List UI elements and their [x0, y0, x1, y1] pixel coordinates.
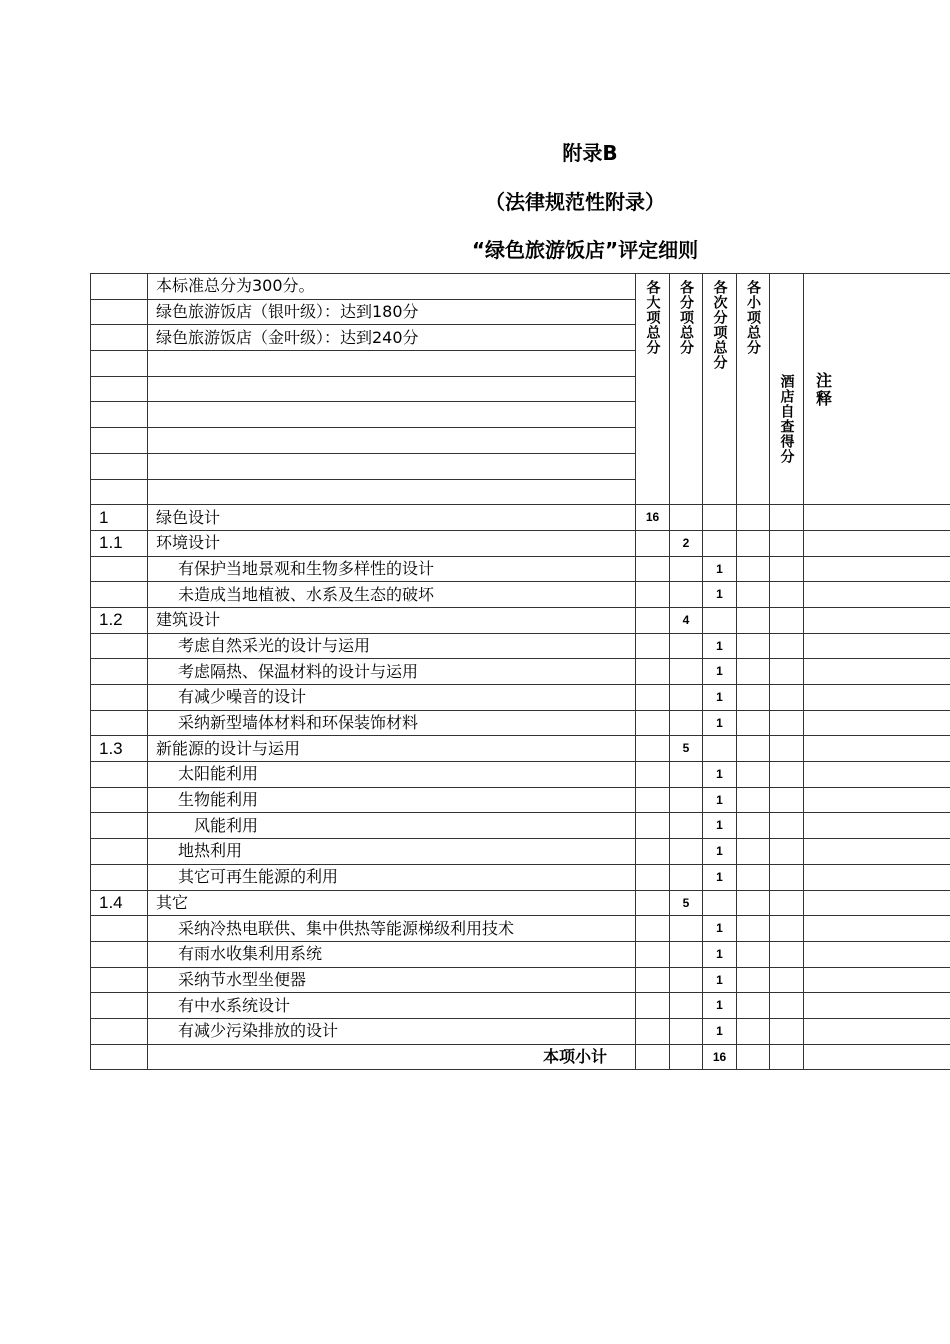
score-major: [636, 839, 670, 865]
table-row: [91, 685, 950, 711]
row-number: 1.4: [91, 890, 148, 916]
table-row: [91, 736, 950, 762]
row-note: [804, 762, 950, 788]
score-minor: [737, 787, 770, 813]
score-major: [636, 787, 670, 813]
score-minor: [737, 685, 770, 711]
score-subsection: [703, 736, 737, 762]
score-subsection: 1: [703, 582, 737, 608]
row-label: 采纳节水型坐便器: [148, 967, 636, 993]
col-header-selfcheck: 酒店自查得分: [770, 274, 804, 505]
table-row: [91, 864, 950, 890]
row-label: 绿色设计: [148, 505, 636, 531]
row-number: 1.2: [91, 607, 148, 633]
row-label: 考虑隔热、保温材料的设计与运用: [148, 659, 636, 685]
col-header-notes: 注 释: [804, 274, 950, 505]
score-subsection: 1: [703, 633, 737, 659]
row-number: 1.1: [91, 530, 148, 556]
score-subsection: 1: [703, 839, 737, 865]
score-section: [670, 813, 703, 839]
row-number: [91, 864, 148, 890]
score-minor: [737, 633, 770, 659]
table-row: [91, 710, 950, 736]
row-label: 其它可再生能源的利用: [148, 864, 636, 890]
score-minor: [737, 530, 770, 556]
score-major: [636, 633, 670, 659]
row-number: [91, 1018, 148, 1044]
appendix-title: 附录B: [562, 141, 618, 165]
row-label: 地热利用: [148, 839, 636, 865]
row-label: 环境设计: [148, 530, 636, 556]
score-minor: [737, 941, 770, 967]
row-note: [804, 787, 950, 813]
table-row: [91, 556, 950, 582]
row-number: [91, 813, 148, 839]
row-label: 有雨水收集利用系统: [148, 941, 636, 967]
score-selfcheck: [770, 762, 804, 788]
score-selfcheck: [770, 659, 804, 685]
row-note: [804, 530, 950, 556]
score-subsection: [703, 890, 737, 916]
row-number: [91, 582, 148, 608]
score-subsection: 1: [703, 941, 737, 967]
row-label: 有保护当地景观和生物多样性的设计: [148, 556, 636, 582]
score-subsection: 1: [703, 762, 737, 788]
score-selfcheck: [770, 633, 804, 659]
row-label: 有减少噪音的设计: [148, 685, 636, 711]
row-note: [804, 505, 950, 531]
table-row: [91, 839, 950, 865]
row-number: 1: [91, 505, 148, 531]
score-subsection: 1: [703, 787, 737, 813]
score-minor: [737, 582, 770, 608]
score-selfcheck: [770, 736, 804, 762]
col-header-major: 各大项总分: [636, 274, 670, 505]
row-number: [91, 556, 148, 582]
score-section: [670, 710, 703, 736]
score-minor: [737, 710, 770, 736]
row-note: [804, 1044, 950, 1070]
score-section: [670, 839, 703, 865]
score-minor: [737, 967, 770, 993]
row-label: 其它: [148, 890, 636, 916]
score-section: [670, 762, 703, 788]
table-row: [91, 787, 950, 813]
score-subsection: 1: [703, 993, 737, 1019]
row-note: [804, 813, 950, 839]
row-label: 太阳能利用: [148, 762, 636, 788]
row-note: [804, 967, 950, 993]
row-note: [804, 736, 950, 762]
score-section: 5: [670, 736, 703, 762]
score-minor: [737, 1044, 770, 1070]
score-section: [670, 659, 703, 685]
subtotal-row: [91, 1044, 950, 1070]
score-selfcheck: [770, 582, 804, 608]
score-subsection: 1: [703, 1018, 737, 1044]
row-number: [91, 685, 148, 711]
row-note: [804, 685, 950, 711]
score-subsection: [703, 505, 737, 531]
row-label: 新能源的设计与运用: [148, 736, 636, 762]
score-selfcheck: [770, 685, 804, 711]
score-section: [670, 916, 703, 942]
col-header-minor: 各小项总分: [737, 274, 770, 505]
score-selfcheck: [770, 505, 804, 531]
score-section: [670, 1044, 703, 1070]
score-minor: [737, 916, 770, 942]
row-label: 建筑设计: [148, 607, 636, 633]
score-section: [670, 582, 703, 608]
score-section: 5: [670, 890, 703, 916]
score-selfcheck: [770, 1018, 804, 1044]
score-selfcheck: [770, 530, 804, 556]
row-note: [804, 839, 950, 865]
score-subsection: 1: [703, 710, 737, 736]
score-section: [670, 633, 703, 659]
intro-gold: 绿色旅游饭店（金叶级）：达到240分: [148, 325, 636, 351]
row-label: 采纳新型墙体材料和环保装饰材料: [148, 710, 636, 736]
score-subsection: 1: [703, 916, 737, 942]
table-row: [91, 633, 950, 659]
intro-total: 本标准总分为300分。: [148, 274, 636, 300]
scoring-table: [90, 273, 950, 1070]
subtotal-value: 16: [703, 1044, 737, 1070]
row-note: [804, 916, 950, 942]
row-note: [804, 659, 950, 685]
document-title: “绿色旅游饭店”评定细则: [471, 238, 699, 262]
score-selfcheck: [770, 556, 804, 582]
row-number: [91, 916, 148, 942]
score-minor: [737, 813, 770, 839]
score-minor: [737, 1018, 770, 1044]
score-major: [636, 582, 670, 608]
table-row: [91, 967, 950, 993]
score-selfcheck: [770, 839, 804, 865]
score-subsection: 1: [703, 685, 737, 711]
table-row: [91, 505, 950, 531]
row-label: 未造成当地植被、水系及生态的破坏: [148, 582, 636, 608]
score-selfcheck: [770, 967, 804, 993]
score-selfcheck: [770, 787, 804, 813]
score-subsection: 1: [703, 967, 737, 993]
row-note: [804, 582, 950, 608]
score-minor: [737, 659, 770, 685]
score-subsection: 1: [703, 813, 737, 839]
score-major: [636, 607, 670, 633]
score-major: [636, 530, 670, 556]
score-selfcheck: [770, 941, 804, 967]
score-minor: [737, 890, 770, 916]
score-selfcheck: [770, 607, 804, 633]
row-number: [91, 993, 148, 1019]
row-note: [804, 633, 950, 659]
score-major: [636, 890, 670, 916]
intro-row: [91, 274, 950, 300]
score-major: [636, 967, 670, 993]
score-major: [636, 685, 670, 711]
score-section: [670, 505, 703, 531]
score-subsection: [703, 530, 737, 556]
score-major: [636, 813, 670, 839]
row-number: [91, 941, 148, 967]
score-subsection: 1: [703, 864, 737, 890]
table-row: [91, 607, 950, 633]
row-number: [91, 762, 148, 788]
row-label: 有减少污染排放的设计: [148, 1018, 636, 1044]
score-section: [670, 967, 703, 993]
score-selfcheck: [770, 890, 804, 916]
score-major: [636, 762, 670, 788]
row-note: [804, 993, 950, 1019]
table-row: [91, 890, 950, 916]
table-row: [91, 530, 950, 556]
row-note: [804, 864, 950, 890]
score-selfcheck: [770, 1044, 804, 1070]
score-major: [636, 864, 670, 890]
row-label: 考虑自然采光的设计与运用: [148, 633, 636, 659]
score-selfcheck: [770, 813, 804, 839]
score-section: [670, 556, 703, 582]
row-number: [91, 659, 148, 685]
table-row: [91, 1018, 950, 1044]
score-major: [636, 710, 670, 736]
score-selfcheck: [770, 864, 804, 890]
row-label: 风能利用: [148, 813, 636, 839]
table-row: [91, 813, 950, 839]
score-major: [636, 736, 670, 762]
intro-silver: 绿色旅游饭店（银叶级）：达到180分: [148, 299, 636, 325]
table-row: [91, 941, 950, 967]
score-major: [636, 659, 670, 685]
row-number: [91, 1044, 148, 1070]
score-major: [636, 1018, 670, 1044]
score-section: [670, 864, 703, 890]
appendix-nature: （法律规范性附录）: [485, 190, 665, 214]
score-section: 4: [670, 607, 703, 633]
score-minor: [737, 556, 770, 582]
row-number: [91, 633, 148, 659]
score-major: [636, 1044, 670, 1070]
col-header-subsection: 各次分项总分: [703, 274, 737, 505]
score-section: [670, 1018, 703, 1044]
score-major: [636, 556, 670, 582]
subtotal-label: 本项小计: [148, 1044, 636, 1070]
row-note: [804, 710, 950, 736]
score-subsection: [703, 607, 737, 633]
score-subsection: 1: [703, 659, 737, 685]
row-number: [91, 839, 148, 865]
row-number: [91, 787, 148, 813]
score-selfcheck: [770, 710, 804, 736]
row-label: 有中水系统设计: [148, 993, 636, 1019]
score-minor: [737, 762, 770, 788]
score-major: [636, 941, 670, 967]
score-minor: [737, 993, 770, 1019]
row-number: 1.3: [91, 736, 148, 762]
row-note: [804, 1018, 950, 1044]
score-minor: [737, 864, 770, 890]
row-note: [804, 556, 950, 582]
row-number: [91, 967, 148, 993]
score-subsection: 1: [703, 556, 737, 582]
score-section: [670, 787, 703, 813]
score-selfcheck: [770, 993, 804, 1019]
score-major: [636, 916, 670, 942]
score-section: 2: [670, 530, 703, 556]
score-major: [636, 993, 670, 1019]
score-selfcheck: [770, 916, 804, 942]
row-note: [804, 890, 950, 916]
row-label: 采纳冷热电联供、集中供热等能源梯级利用技术: [148, 916, 636, 942]
score-minor: [737, 839, 770, 865]
table-row: [91, 659, 950, 685]
score-minor: [737, 505, 770, 531]
row-number: [91, 710, 148, 736]
score-minor: [737, 736, 770, 762]
table-row: [91, 762, 950, 788]
col-header-section: 各分项总分: [670, 274, 703, 505]
row-note: [804, 607, 950, 633]
score-minor: [737, 607, 770, 633]
score-section: [670, 941, 703, 967]
row-label: 生物能利用: [148, 787, 636, 813]
table-row: [91, 993, 950, 1019]
table-row: [91, 916, 950, 942]
score-section: [670, 993, 703, 1019]
table-row: [91, 582, 950, 608]
row-note: [804, 941, 950, 967]
score-section: [670, 685, 703, 711]
score-major: 16: [636, 505, 670, 531]
